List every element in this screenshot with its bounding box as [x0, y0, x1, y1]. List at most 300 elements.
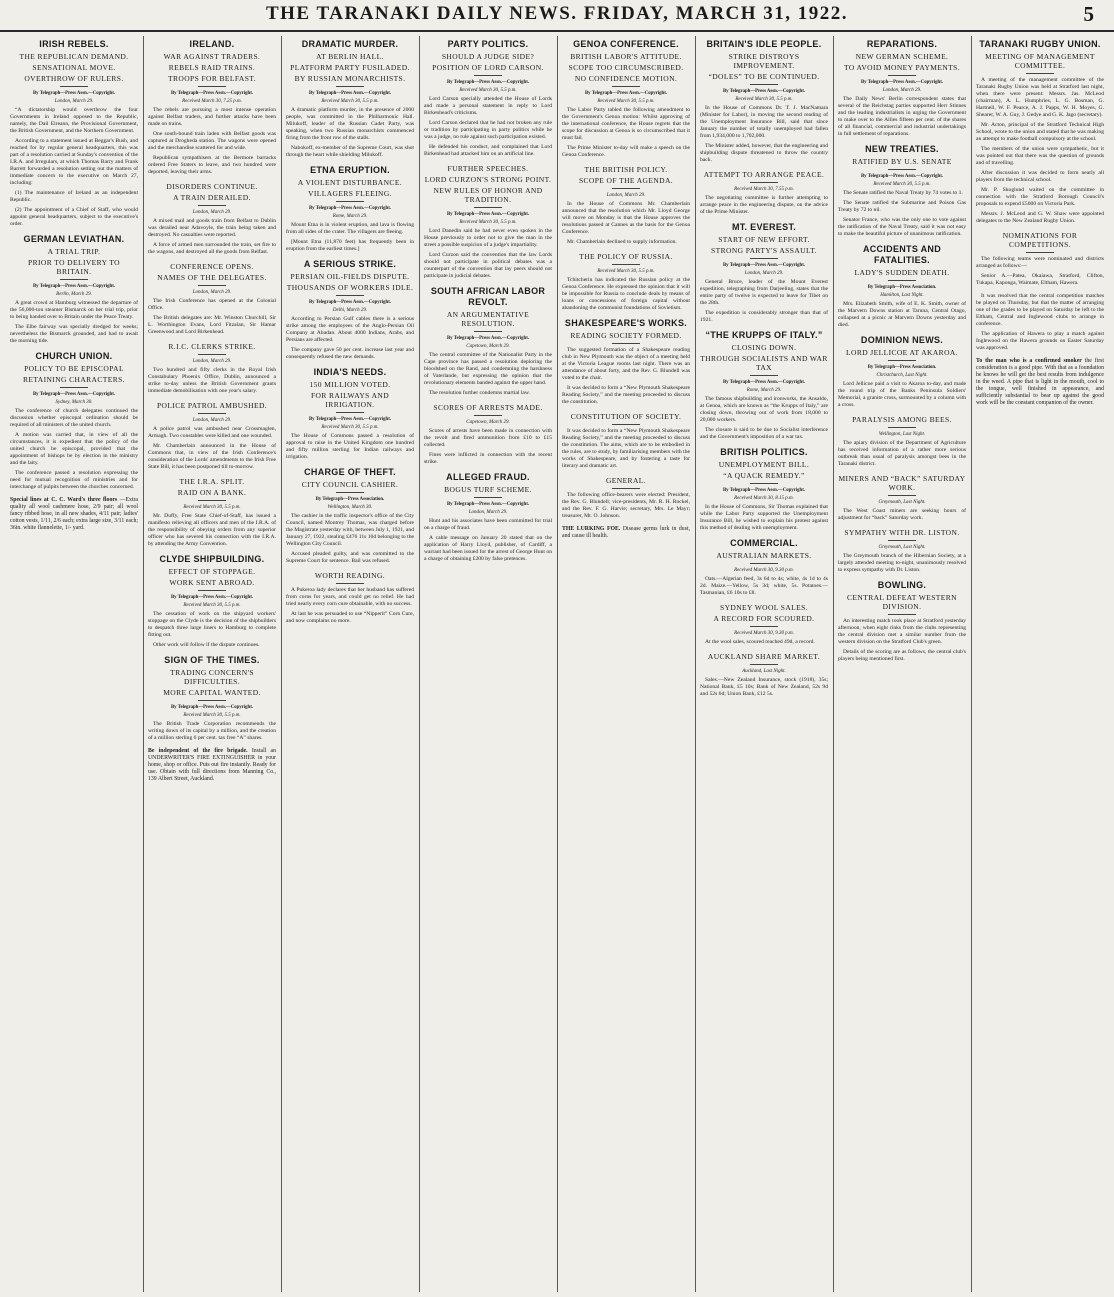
article: [700, 39, 828, 164]
article-headline: BRITISH POLITICS.: [720, 447, 808, 457]
separator-rule: [750, 84, 778, 85]
article-paragraph: A force of armed men surrounded the train, set fire to the wagons, and destroyed all the goods from Belfast.: [148, 242, 276, 255]
article-paragraph: The Senate ratified the Submarine and Poison Gas Treaty by 72 to nil.: [838, 200, 966, 213]
article-dateline: Auckland, Last Night.: [742, 669, 786, 674]
article-paragraph: Mrs. Elizabeth Smith, wife of E. K. Smith, owner of the Marvern Downs station at Taruna, Central Otago, collapsed at a picnic at Marvern Downs yesterday and died.: [838, 301, 966, 328]
separator-rule: [888, 495, 916, 496]
article-subheading: OVERTHROW OF RULERS.: [24, 74, 124, 83]
article: [700, 222, 828, 324]
article: [424, 472, 552, 563]
advertisement-text: Disease germs lurk in dust, and cause ill health.: [562, 526, 690, 539]
article-paragraph: It was resolved that the central competition matches be played on Thursday, but that the matter of arranging one of the grades to be played on Saturday be left to the Eltham, Central and Inglewood clubs to arrange in conference.: [976, 293, 1104, 327]
article-headline: CLYDE SHIPBUILDING.: [159, 554, 265, 564]
article: [838, 474, 966, 522]
article-paragraph: The Senate ratified the Naval Treaty by 74 votes to 1.: [843, 190, 963, 196]
article-subheading: A TRIAL TRIP.: [47, 247, 101, 256]
article-headline: “THE KRUPPS OF ITALY.”: [705, 330, 823, 340]
article-byline: By Telegraph—Press Assn.—Copyright.: [308, 417, 391, 422]
advertisement-lead: THE LURKING FOE.: [562, 526, 621, 532]
article-subheading: AUSTRALIAN MARKETS.: [716, 551, 812, 560]
article-paragraph: According to Persian Gulf cables there is a serious strike among the employees of the Anglo-Persian Oil Company at Abadan. About 4000 Indians, Arabs, and Persians are affected.: [286, 316, 414, 343]
article-headline: SOUTH AFRICAN LABOR REVOLT.: [430, 286, 546, 307]
article: [562, 412, 690, 470]
article-paragraph: The Elbe fairway was specially dredged for weeks; nevertheless the Bismarck grounded, and had to await the morning tide.: [10, 324, 138, 344]
article-subheading: THROUGH SOCIALISTS AND WAR TAX: [700, 354, 828, 372]
advertisement-text: Install an UNDERWRITER'S FIRE EXTINGUISHER in your home, shop or office. Puts out fire instantly. Ready for use. Obtain with full directions from Manning Co., 139 Albert Street, Auckland.: [148, 748, 276, 782]
separator-rule: [1026, 73, 1054, 74]
article-paragraph: He defended his conduct, and complained that Lord Birkenhead had attacked him on an artificial line.: [424, 144, 552, 157]
article-paragraph: A cable message on January 20 stated that on the application of Harry Lloyd, publisher, of Cardiff, a warrant had been issued for the arrest of George Hunt on a charge of obtaining £200 by false pretences.: [424, 535, 552, 562]
article-paragraph: The cessation of work on the shipyard workers' stoppage on the Clyde is the decision of the shipbuilders to despatch three large liners to Hamburg to complete fitting out.: [148, 611, 276, 638]
article-dateline: London, March 29.: [606, 193, 646, 198]
separator-rule: [60, 86, 88, 87]
article: [424, 164, 552, 280]
article-subheading: START OF NEW EFFORT.: [718, 235, 810, 244]
article-dateline: Delhi, March 29.: [332, 308, 368, 313]
article-dateline: Received March 30, 5.5 p.m.: [183, 505, 241, 510]
separator-rule: [198, 413, 226, 414]
article-paragraph: Senior A.—Patea, Okaiawa, Stratford, Clifton, Tukapa, Kaponga, Waimate, Eltham, Hawera.: [976, 273, 1104, 286]
article-subheading: WAR AGAINST TRADERS.: [163, 52, 261, 61]
article-byline: By Telegraph—Press Assn.—Copyright.: [722, 488, 805, 493]
separator-rule: [612, 188, 640, 189]
separator-rule: [474, 497, 502, 498]
article-dateline: Received March 30, 5.5 p.m.: [183, 713, 241, 718]
article-dateline: Received March 30, 5.5 p.m.: [873, 182, 931, 187]
article-subheading: A VIOLENT DISTURBANCE.: [297, 178, 403, 187]
article: [838, 528, 966, 574]
article-headline: CHARGE OF THEFT.: [304, 467, 396, 477]
article-subheading: SCOPE TOO CIRCUMSCRIBED.: [568, 63, 684, 72]
article-subheading: MINERS AND “BACK” SATURDAY WORK.: [838, 474, 966, 492]
article-subheading: CLOSING DOWN.: [731, 343, 797, 352]
article-subheading: PRIOR TO DELIVERY TO BRITAIN.: [28, 258, 120, 276]
article-subheading: UNEMPLOYMENT BILL.: [718, 460, 810, 469]
article-subheading: FOR RAILWAYS AND IRRIGATION.: [310, 391, 390, 409]
article-headline: MT. EVEREST.: [731, 222, 797, 232]
article-paragraph: The British Trade Corporation recommends the writing down of its capital by a million, and the creation of a million sterling 6 per cent. tax free “A” shares.: [148, 721, 276, 741]
article: [10, 234, 138, 345]
article-dateline: Capetown, March 29.: [466, 344, 510, 349]
separator-rule: [336, 201, 364, 202]
article-subheading: TO AVOID MONEY PAYMENTS.: [843, 63, 960, 72]
column-rule: [695, 36, 696, 1292]
column-rule: [143, 36, 144, 1292]
separator-rule: [750, 626, 778, 627]
article-paragraph: Mount Etna is in violent eruption, and lava is flowing from all sides of the crater. The villagers are fleeing.: [286, 222, 414, 235]
separator-rule: [474, 75, 502, 76]
article-subheading: READING SOCIETY FORMED.: [570, 331, 682, 340]
article-subheading: SHOULD A JUDGE SIDE?: [441, 52, 535, 61]
article: [562, 165, 690, 246]
article-subheading: LORD JELLICOE AT AKAROA.: [846, 348, 958, 357]
article-paragraph: One south-bound train laden with Belfast goods was captured at Drogheda station. The wagons were opened and the merchandise scattered for and wide.: [148, 131, 276, 151]
article-headline: DOMINION NEWS.: [860, 335, 944, 345]
article-subheading: R.I.C. CLERKS STRIKE.: [168, 342, 256, 351]
article-byline: By Telegraph—Press Assn.—Copyright.: [722, 380, 805, 385]
article-paragraph: The central committee of the Nationalist Party in the Cape province has passed a resolution deploring the bloodshed on the Rand, and condemning the harshness of Vaterlande, but expressing the opinion that the revolutionary elements banded against the upper hand.: [424, 352, 552, 386]
article-byline: By Telegraph—Press Assn.—Copyright.: [308, 206, 391, 211]
article-paragraph: Lord Carson declared that he had not broken any rule or tradition by participating in party politics while he was a judge, no rule against such participation existed.: [424, 120, 552, 140]
article-paragraph: The expedition is considerably stronger than that of 1921.: [700, 310, 828, 323]
article-byline: By Telegraph—Press Association.: [315, 497, 385, 502]
article-paragraph: (2) The appointment of a Chief of Staff, who would appoint general headquarters, subject to the executive's order.: [10, 207, 138, 227]
article-subheading: “A QUACK REMEDY.”: [723, 471, 805, 480]
article-headline: IRISH REBELS.: [39, 39, 109, 49]
article-paragraph: The House of Commons passed a resolution of approval to raise in the United Kingdom one hundred and fifty million sterling for Indian railways and irrigation.: [286, 433, 414, 460]
article-subheading: SCOPE OF THE AGENDA.: [578, 176, 674, 185]
article-paragraph: After discussion it was decided to form nearly all players from the technical school.: [976, 170, 1104, 183]
article-subheading: TROOPS FOR BELFAST.: [168, 74, 256, 83]
article-subheading: THE I.R.A. SPLIT.: [179, 477, 245, 486]
separator-rule: [612, 488, 640, 489]
article-dateline: Received March 30, 8.15 p.m.: [734, 496, 794, 501]
article-paragraph: The apiary division of the Department of Agriculture has received information of a rather more serious outbreak than usual of paralysis amongst bees in the Taranaki district.: [838, 440, 966, 467]
article-byline: By Telegraph—Press Assn.—Copyright.: [32, 91, 115, 96]
article-subheading: AUCKLAND SHARE MARKET.: [707, 652, 821, 661]
article-paragraph: Senator France, who was the only one to vote against the ratification of the Naval Treaty, said it was not easy to make the beautiful picture of unanimous ratification.: [838, 217, 966, 237]
article-subheading: DISORDERS CONTINUE.: [166, 182, 258, 191]
article-paragraph: The following office-bearers were elected: President, the Rev. G. Blundell; vice-presidents, Mr. R. H. Rockel, and the Rev. F. G. Harvie; secretary, Mrs. Le Mayr; treasurer, Mr. O. Johnson.: [562, 492, 690, 519]
separator-rule: [888, 169, 916, 170]
article-paragraph: The West Coast miners are seeking hours of adjustment for “back” Saturday work.: [838, 508, 966, 521]
separator-rule: [888, 280, 916, 281]
article-byline: By Telegraph—Press Assn.—Copyright.: [722, 89, 805, 94]
article: [838, 244, 966, 329]
separator-rule: [474, 331, 502, 332]
article-dateline: Wellington, Last Night.: [878, 432, 926, 437]
article-subheading: POLICY TO BE EPISCOPAL: [24, 364, 124, 373]
separator-rule: [60, 387, 88, 388]
article-byline: By Telegraph—Press Assn.—Copyright.: [722, 263, 805, 268]
article-headline: BRITAIN'S IDLE PEOPLE.: [706, 39, 822, 49]
advertisement: [976, 358, 1104, 407]
article-paragraph: (1) The maintenance of Ireland as an independent Republic.: [10, 190, 138, 203]
article-paragraph: Fines were inflicted in connection with the recent strike.: [424, 452, 552, 465]
article: [562, 39, 690, 159]
article-subheading: THE BRITISH POLICY.: [584, 165, 668, 174]
article-paragraph: A meeting of the management committee of the Taranaki Rugby Union was held at Stratford last night, when there were present: Messrs. Jas. McLeod (chairman), A. L. Humphries, L. G. Bosman, G. Hartnell, W. F. Pearce, A. J. Papps, W. H. Moyes, G. Shearer, W. A. Guy, J. Gedye and G. K. Jago (secretary).: [976, 77, 1104, 118]
article-byline: By Telegraph—Press Assn.—Copyright.: [32, 284, 115, 289]
article-paragraph: The conference of church delegates continued the discussion whether episcopal ordination should be required of all ministers of the united church.: [10, 408, 138, 428]
separator-rule: [336, 583, 364, 584]
article-paragraph: Other work will follow if the dispute continues.: [153, 642, 260, 648]
article-paragraph: The company gave 50 per cent. increase last year and consequently refused the new demands.: [286, 347, 414, 360]
article-subheading: RAID ON A BANK.: [177, 488, 247, 497]
separator-rule: [336, 412, 364, 413]
separator-rule: [888, 614, 916, 615]
separator-rule: [198, 86, 226, 87]
article-paragraph: The negotiating committee is further attempting to arrange peace in the engineering dispute, on the advice of the Prime Minister.: [700, 195, 828, 215]
article: [148, 477, 276, 548]
separator-rule: [612, 343, 640, 344]
article-dateline: Greymouth, Last Night.: [878, 545, 926, 550]
article-paragraph: The suggested formation of a Shakespeare reading club in New Plymouth was the object of a meeting held at the Victoria League rooms last night. There was an attendance of about forty, and the Rev. G. Blundell was voted to the chair.: [562, 347, 690, 381]
article-byline: By Telegraph—Press Assn.—Copyright.: [446, 212, 529, 217]
column-4: [424, 36, 552, 1292]
article-dateline: London, March 29.: [192, 359, 232, 364]
article: [562, 252, 690, 312]
separator-rule: [474, 207, 502, 208]
article-headline: A SERIOUS STRIKE.: [303, 259, 397, 269]
article-dateline: Berlin, March 29.: [56, 292, 92, 297]
article-subheading: PERSIAN OIL-FIELDS DISPUTE.: [290, 272, 410, 281]
column-2: [148, 36, 276, 1292]
article-subheading: WORK SENT ABROAD.: [169, 578, 255, 587]
article: [148, 182, 276, 256]
separator-rule: [888, 427, 916, 428]
article-headline: REPARATIONS.: [866, 39, 938, 49]
column-3: [286, 36, 414, 1292]
article: [838, 144, 966, 238]
article-paragraph: The Prime Minister to-day will make a speech on the Genoa Conference.: [562, 145, 690, 158]
article-byline: By Telegraph—Press Assn.—Copyright.: [170, 91, 253, 96]
article-paragraph: The Daily News' Berlin correspondent states that several of the Reichstag parties supported Herr Stinnes and the leading industrialists in urging the Government to make over to the Allies fifteen per cent. of the shares of all financial, commercial and industrial undertakings in full settlement of reparations.: [838, 96, 966, 137]
separator-rule: [750, 375, 778, 376]
article-headline: ALLEGED FRAUD.: [446, 472, 530, 482]
article: [700, 447, 828, 532]
article-paragraph: Lord Jellicoe paid a visit to Akaroa to-day, and made the round trip of the Banks Peninsula Soldiers' Memorial, a granite cross, surmounted by a column with a cross.: [838, 381, 966, 408]
page-number: 5: [1083, 2, 1094, 26]
article-byline: By Telegraph—Press Assn.—Copyright.: [170, 595, 253, 600]
article: [10, 39, 138, 228]
article-paragraph: A dramatic platform murder, in the presence of 2000 people, was committed in the Philharmonic Hall. Milukoff, leader of the Russian Cadet Party, was speaking, when two Russian monarchists commenced firing from the front row of the stalls.: [286, 107, 414, 141]
article-dateline: London, March 29.: [192, 290, 232, 295]
article-dateline: Greymouth, Last Night.: [878, 500, 926, 505]
article-headline: SHAKESPEARE'S WORKS.: [564, 318, 688, 328]
masthead-title: THE TARANAKI DAILY NEWS. FRIDAY, MARCH 31, 1922.: [265, 3, 849, 24]
article-subheading: POLICE PATROL AMBUSHED.: [156, 401, 268, 410]
article-subheading: NOMINATIONS FOR COMPETITIONS.: [1002, 231, 1078, 249]
article-subheading: THE POLICY OF RUSSIA.: [579, 252, 673, 261]
separator-rule: [474, 415, 502, 416]
article-subheading: AT BERLIN HALL.: [316, 52, 384, 61]
article: [838, 415, 966, 468]
article-paragraph: Oats.—Algerian feed, 3s 6d to 4s; white, 4s 1d to 4s 2d. Maize.—Yellow, 5s 3d; white, 5s. Potatoes.—Tasmanian, £6 10s to £8.: [700, 576, 828, 596]
article: [424, 286, 552, 397]
article-dateline: Christchurch, Last Night.: [876, 373, 928, 378]
article-paragraph: Republican sympathisers at the Bermore barracks ordered Free Staters to leave, and two hundred were deported, leaving their arms.: [148, 155, 276, 175]
article: [838, 335, 966, 409]
column-rule: [281, 36, 282, 1292]
article: [838, 580, 966, 663]
article-subheading: WORTH READING.: [314, 571, 386, 580]
advertisement: [562, 526, 690, 540]
article-subheading: GENERAL.: [605, 476, 647, 485]
article-byline: By Telegraph—Press Assn.—Copyright.: [860, 174, 943, 179]
article-paragraph: At last he was persuaded to use “Nipperit” Corn Cure, and now complains no more.: [286, 611, 414, 624]
article-subheading: NO CONFIDENCE MOTION.: [574, 74, 678, 83]
separator-rule: [750, 664, 778, 665]
article: [562, 476, 690, 520]
article-dateline: Received March 30, 5.5 p.m.: [597, 269, 655, 274]
separator-rule: [1026, 252, 1054, 253]
article-paragraph: The application of Hawera to play a match against Inglewood on the Hawera grounds on Easter Saturday was approved.: [976, 331, 1104, 351]
article-dateline: Received March 30, 7.55 p.m.: [734, 187, 794, 192]
article-dateline: Received March 30, 5.5 p.m.: [597, 99, 655, 104]
article-subheading: BRITISH LABOR'S ATTITUDE.: [570, 52, 682, 61]
article-dateline: Rome, March 29.: [746, 388, 782, 393]
article-byline: By Telegraph—Press Assn.—Copyright.: [446, 80, 529, 85]
advertisement-lead: Special lines at C. C. Ward's three floors: [10, 497, 118, 503]
article-dateline: London, March 29.: [882, 88, 922, 93]
article-byline: By Telegraph—Press Assn.—Copyright.: [446, 336, 529, 341]
article-byline: By Telegraph—Press Assn.—Copyright.: [584, 91, 667, 96]
article-byline: By Telegraph—Press Assn.—Copyright.: [446, 502, 529, 507]
article-paragraph: Mr. Duffy, Free State Chief-of-Staff, has issued a manifesto relieving all officers and men of the I.R.A. of the responsibility of obeying orders from any superior officer who has severed his connection with the I.R.A. by attending the Army Convention.: [148, 513, 276, 547]
article-subheading: PARALYSIS AMONG BEES.: [852, 415, 952, 424]
separator-rule: [888, 540, 916, 541]
separator-rule: [750, 182, 778, 183]
article-subheading: 150 MILLION VOTED.: [309, 380, 391, 389]
article: [286, 165, 414, 253]
article-headline: BOWLING.: [877, 580, 927, 590]
article: [700, 603, 828, 646]
article-paragraph: In the House of Commons Mr. Chamberlain announced that the resolution which Mr. Lloyd George will move on Monday is that the House approves the resolutions passed at Cannes as the basis for the Genoa Conference.: [562, 201, 690, 235]
article-paragraph: Mr. P. Skoglund waited on the committee in connection with the Stratford Borough Council's proposals to expend £5000 on Victoria Park.: [976, 187, 1104, 207]
article-paragraph: [Mount Etna (11,870 feet) has frequently been in eruption from the earliest times.]: [286, 239, 414, 252]
article-subheading: SYDNEY WOOL SALES.: [720, 603, 808, 612]
article-paragraph: Mr. Chamberlain declined to supply information.: [567, 239, 677, 245]
article-headline: COMMERCIAL.: [730, 538, 798, 548]
article-subheading: THOUSANDS OF WORKERS IDLE.: [286, 283, 414, 292]
article-dateline: London, March 29.: [192, 418, 232, 423]
column-rule: [419, 36, 420, 1292]
article-paragraph: The Minister added, however, that the engineering and shipbuilding dispute threatened to throw the country back.: [700, 143, 828, 163]
article-subheading: FURTHER SPEECHES.: [447, 164, 529, 173]
separator-rule: [336, 492, 364, 493]
article-subheading: POSITION OF LORD CARSON.: [432, 63, 544, 72]
separator-rule: [888, 360, 916, 361]
article-subheading: RATIFIED BY U.S. SENATE: [852, 157, 952, 166]
article-paragraph: The conference passed a resolution expressing the need for mutual recognition of ministries and for interchange of pulpits between the churches concerned.: [10, 470, 138, 490]
article-paragraph: Nabokoff, ex-member of the Supreme Court, was shot through the heart while shielding Milukoff.: [286, 145, 414, 158]
column-rule: [971, 36, 972, 1292]
article-subheading: MEETING OF MANAGEMENT COMMITTEE.: [985, 52, 1095, 70]
article-headline: GERMAN LEVIATHAN.: [23, 234, 125, 244]
article-subheading: REBELS RAID TRAINS.: [168, 63, 256, 72]
article-subheading: CONSTITUTION OF SOCIETY.: [570, 412, 682, 421]
masthead: [0, 0, 1114, 32]
article-dateline: Received March 30, 5.5 p.m.: [321, 425, 379, 430]
article-byline: By Telegraph—Press Association.: [867, 285, 937, 290]
article-dateline: Received March 30, 5.5 p.m.: [183, 603, 241, 608]
article-subheading: SENSATIONAL MOVE.: [32, 63, 116, 72]
separator-rule: [612, 264, 640, 265]
separator-rule: [198, 700, 226, 701]
article-paragraph: Hunt and his associates have been committed for trial on a charge of fraud.: [424, 518, 552, 531]
article-subheading: BOGUS TURF SCHEME.: [444, 485, 532, 494]
article-subheading: PLATFORM PARTY FUSILADED.: [290, 63, 410, 72]
article: [148, 262, 276, 336]
article: [10, 351, 138, 491]
article: [976, 293, 1104, 352]
article-paragraph: Sales.—New Zealand Insurance, stock (1918), 35s; National Bank, £5 10s; Bank of New Zealand, 52s 9d and 52s 6d; Union Bank, £12 5s.: [700, 677, 828, 697]
separator-rule: [198, 354, 226, 355]
article-byline: By Telegraph—Press Assn.—Copyright.: [860, 80, 943, 85]
advertisement: [10, 497, 138, 532]
article: [286, 367, 414, 461]
article-subheading: VILLAGERS FLEEING.: [308, 189, 392, 198]
article-headline: GENOA CONFERENCE.: [573, 39, 679, 49]
article: [700, 652, 828, 698]
article-subheading: ATTEMPT TO ARRANGE PEACE.: [703, 170, 825, 179]
article: [148, 401, 276, 471]
article-dateline: Received March 30, 9.30 p.m.: [734, 568, 794, 573]
article-headline: NEW TREATIES.: [865, 144, 939, 154]
article-paragraph: The Greymouth branch of the Hibernian Society, at a largely attended meeting to-night, unanimously resolved to express sympathy with Dr. Liston.: [838, 553, 966, 573]
article: [286, 467, 414, 565]
advertisement-text: —Extra quality all wool cashmere hose, 2/9 pair; all wool fancy ribbed hose, in all new shades, 4/11 pair; ladies' cotton vests, 1/11, 2/6 each; extra large size, 3/11 each; 36in. white flannelette, 1/- yard.: [10, 497, 138, 531]
article: [976, 39, 1104, 225]
article-subheading: SYMPATHY WITH DR. LISTON.: [844, 528, 960, 537]
article: [286, 571, 414, 625]
article-subheading: NEW GERMAN SCHEME.: [855, 52, 949, 61]
article: [700, 538, 828, 597]
article-subheading: TRADING CONCERN'S DIFFICULTIES.: [170, 668, 254, 686]
article: [700, 170, 828, 216]
article-headline: ACCIDENTS AND FATALITIES.: [862, 244, 942, 265]
article-subheading: STRIKE DISTROYS IMPROVEMENT.: [728, 52, 800, 70]
article-paragraph: It was decided to form a “New Plymouth Shakespeare Reading Society,” and the meeting proceeded to discuss the constitution. The aims, which are to be embodied in the rules, are to study, by familiarising members with the works of Shakespeare, and by fostering a taste for literary and dramatic art.: [562, 428, 690, 469]
article-headline: PARTY POLITICS.: [447, 39, 529, 49]
article-headline: SIGN OF THE TIMES.: [164, 655, 260, 665]
article-headline: CHURCH UNION.: [35, 351, 113, 361]
separator-rule: [612, 86, 640, 87]
article: [562, 318, 690, 406]
column-1: [10, 36, 138, 1292]
article-byline: By Telegraph—Press Assn.—Copyright.: [308, 91, 391, 96]
article-dateline: London, March 29.: [744, 271, 784, 276]
separator-rule: [336, 86, 364, 87]
article-byline: By Telegraph—Press Assn.—Copyright.: [170, 705, 253, 710]
article-paragraph: A mixed mail and goods train from Belfast to Dublin was derailed near Adavoyle, the train being taken and destroyed. No casualties were reported.: [148, 218, 276, 238]
article-paragraph: Mr. Chamberlain announced in the House of Commons that, in view of the Irish Conference's consideration of the Lords' amendments to the Irish Free State Bill, it has been postponed till to-morrow.: [148, 443, 276, 470]
article-dateline: London, March 29.: [54, 99, 94, 104]
article: [976, 231, 1104, 287]
article-subheading: CITY COUNCIL CASHIER.: [301, 480, 399, 489]
separator-rule: [198, 500, 226, 501]
article-paragraph: Tchitcherin has indicated the Russian policy at the Genoa Conference. He expressed the opinion that it will be impossible for Russia to conclude deals by means of loans or concessions of foreign capital without abandoning the communist foundations of Sovietism.: [562, 277, 690, 311]
article-subheading: THE REPUBLICAN DEMAND.: [19, 52, 129, 61]
article-headline: ETNA ERUPTION.: [310, 165, 390, 175]
article-dateline: Capetown, March 29.: [466, 420, 510, 425]
article-paragraph: At the wool sales, scoured reached 49d, a record.: [705, 639, 815, 645]
article: [148, 39, 276, 176]
column-8: [976, 36, 1104, 1292]
article: [148, 342, 276, 395]
article-paragraph: The famous shipbuilding and ironworks, the Ansaldo, at Genoa, which are known as “the Krupps of Italy,” are closing down, throwing out of work from 18,000 to 20,000 workers.: [700, 396, 828, 423]
article-headline: TARANAKI RUGBY UNION.: [979, 39, 1101, 49]
article-byline: By Telegraph—Press Assn.—Copyright.: [308, 300, 391, 305]
article-subheading: BY RUSSIAN MONARCHISTS.: [294, 74, 406, 83]
article: [148, 554, 276, 649]
article-paragraph: The Labor Party tabled the following amendment to the Government's Genoa motion: Whilst approving of the international conference, the House regrets that the scope for discussion at Genoa is so circumscribed that it must fail.: [562, 107, 690, 141]
separator-rule: [612, 424, 640, 425]
column-rule: [833, 36, 834, 1292]
column-6: [700, 36, 828, 1292]
advertisement: [148, 748, 276, 783]
article-dateline: Received March 30, 5.5 p.m.: [321, 99, 379, 104]
article-subheading: CONFERENCE OPENS.: [170, 262, 254, 271]
article-paragraph: The rebels are pursuing a most intense operation against Belfast traders, and further attacks have been made on trains.: [148, 107, 276, 127]
article-byline: By Telegraph—Press Assn.—Copyright.: [32, 392, 115, 397]
article-subheading: A TRAIN DERAILED.: [173, 193, 251, 202]
article-paragraph: Lord Danedin said he had never even spoken in the House previously to order not to give the man in the street a possible suspicion of a judge's impartiality.: [424, 228, 552, 248]
article-subheading: “DOLES” TO BE CONTINUED.: [708, 72, 820, 81]
separator-rule: [198, 590, 226, 591]
article-dateline: Received March 30, 7.25 p.m.: [182, 99, 242, 104]
